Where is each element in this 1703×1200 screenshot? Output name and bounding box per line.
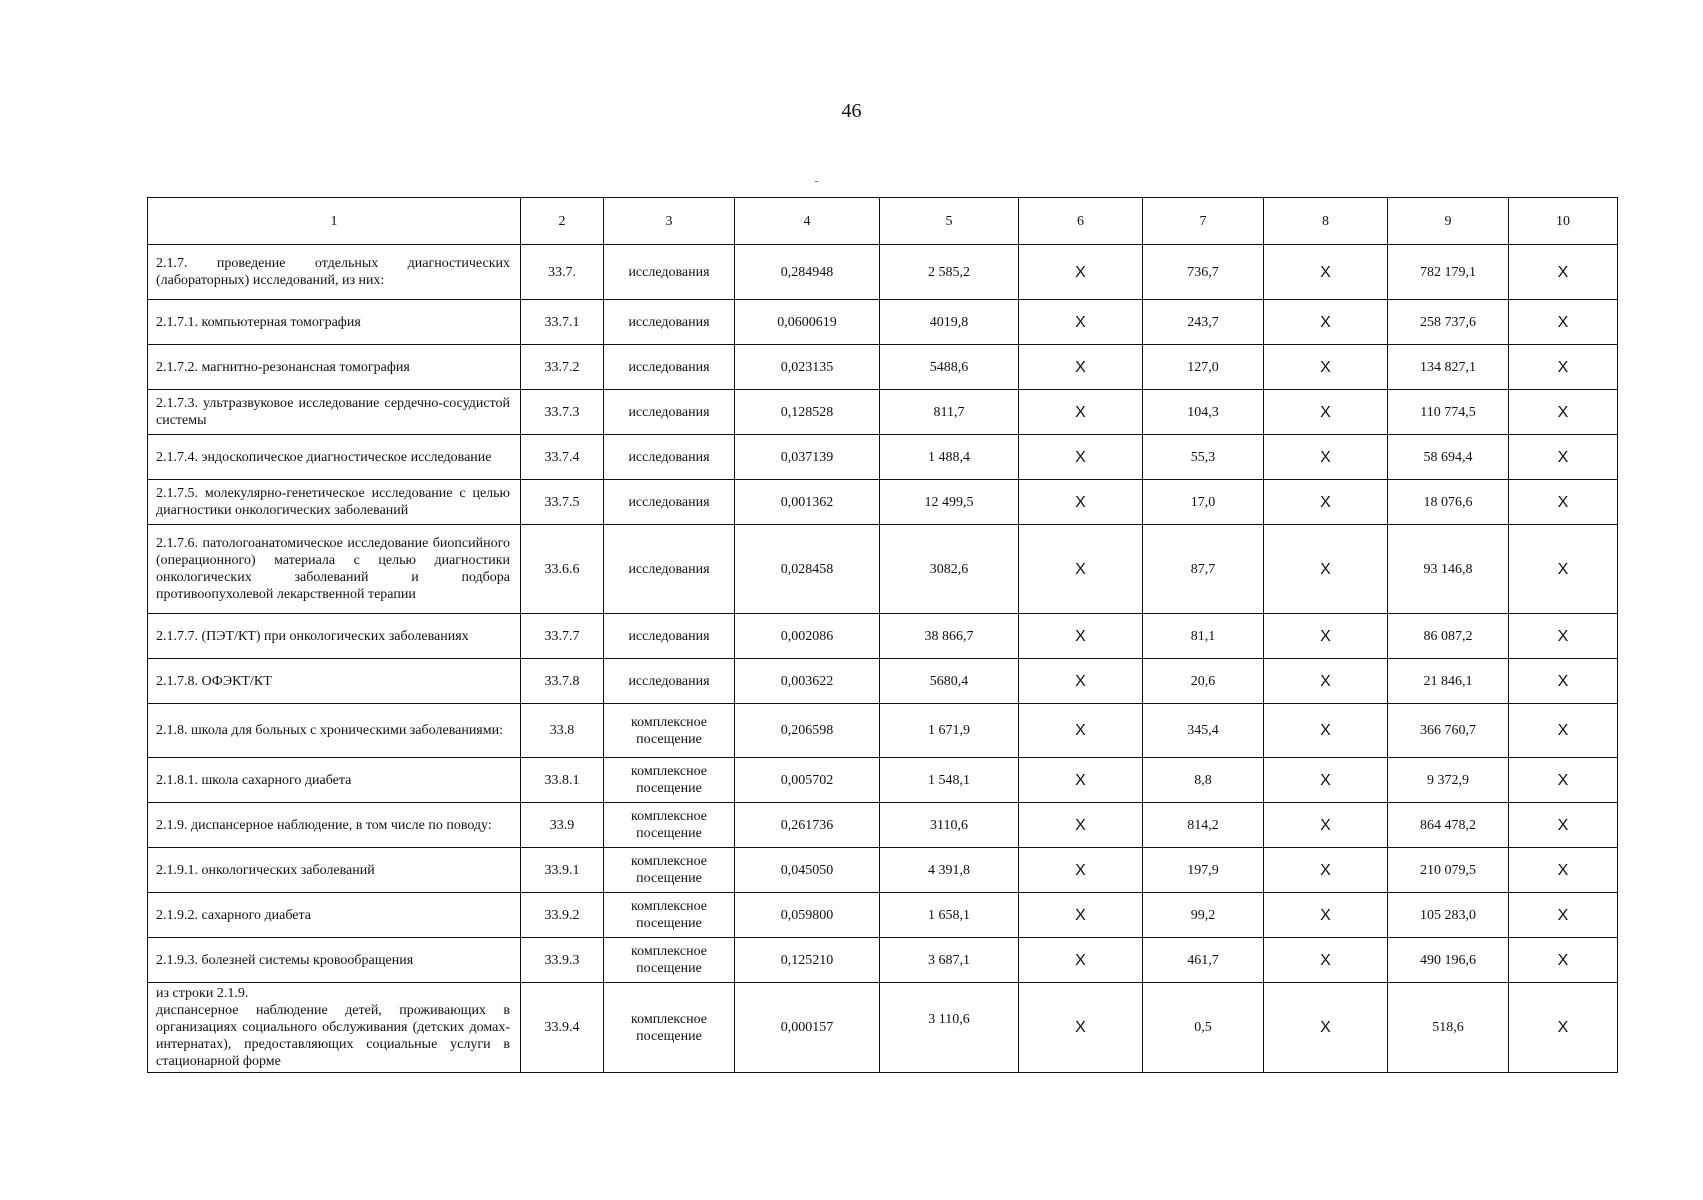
cell-col8: X	[1264, 803, 1388, 848]
cell-col5: 3 110,6	[880, 983, 1019, 1073]
cell-col9: 21 846,1	[1388, 659, 1509, 704]
cell-col5: 1 671,9	[880, 704, 1019, 758]
cell-col6: X	[1019, 803, 1143, 848]
row-code: 33.9.4	[521, 983, 604, 1073]
table-row	[148, 704, 1618, 758]
row-unit: исследования	[604, 245, 735, 300]
cell-col7: 345,4	[1143, 704, 1264, 758]
cell-col4: 0,005702	[735, 758, 880, 803]
cell-col8: X	[1264, 659, 1388, 704]
cell-col7: 81,1	[1143, 614, 1264, 659]
cell-col6: X	[1019, 390, 1143, 435]
cell-col6: X	[1019, 938, 1143, 983]
cell-col7: 127,0	[1143, 345, 1264, 390]
cell-col6: X	[1019, 435, 1143, 480]
column-header: 6	[1019, 198, 1143, 245]
cell-col7: 461,7	[1143, 938, 1264, 983]
cell-col4: 0,001362	[735, 480, 880, 525]
row-code: 33.9.1	[521, 848, 604, 893]
table-row	[148, 245, 1618, 300]
row-code: 33.7.2	[521, 345, 604, 390]
row-unit: комплексное посещение	[604, 848, 735, 893]
cell-col10: X	[1509, 758, 1618, 803]
row-name: 2.1.7.3. ультразвуковое исследование сердечно-сосудистой системы	[148, 390, 521, 435]
row-code: 33.7.4	[521, 435, 604, 480]
row-code: 33.7.1	[521, 300, 604, 345]
row-name-text: диспансерное наблюдение детей, проживающих в организациях социального обслуживания (детских домах-интернатах), предоставляющих социальные услуги в стационарной форме	[156, 1003, 510, 1069]
cell-col10: X	[1509, 848, 1618, 893]
cell-col4: 0,028458	[735, 525, 880, 614]
cell-col5: 811,7	[880, 390, 1019, 435]
row-unit: комплексное посещение	[604, 893, 735, 938]
row-name-prefix: из строки 2.1.9.	[156, 986, 249, 1001]
cell-col7: 243,7	[1143, 300, 1264, 345]
cell-col10: X	[1509, 480, 1618, 525]
row-code: 33.7.7	[521, 614, 604, 659]
column-header: 5	[880, 198, 1019, 245]
cell-col7: 20,6	[1143, 659, 1264, 704]
cell-col8: X	[1264, 758, 1388, 803]
row-unit: исследования	[604, 300, 735, 345]
cell-col5: 3 687,1	[880, 938, 1019, 983]
cell-col10: X	[1509, 300, 1618, 345]
table-row	[148, 525, 1618, 614]
cell-col9: 864 478,2	[1388, 803, 1509, 848]
cell-col10: X	[1509, 704, 1618, 758]
cell-col9: 105 283,0	[1388, 893, 1509, 938]
cell-col10: X	[1509, 525, 1618, 614]
table-row	[148, 983, 1618, 1073]
cell-col7: 55,3	[1143, 435, 1264, 480]
row-name	[148, 983, 521, 1073]
cell-col10: X	[1509, 614, 1618, 659]
page-number: 46	[841, 100, 862, 122]
cell-col7: 17,0	[1143, 480, 1264, 525]
cell-col5: 1 548,1	[880, 758, 1019, 803]
cell-col4: 0,0600619	[735, 300, 880, 345]
cell-col4: 0,128528	[735, 390, 880, 435]
cell-col8: X	[1264, 525, 1388, 614]
cell-col4: 0,045050	[735, 848, 880, 893]
row-name: 2.1.9.1. онкологических заболеваний	[148, 848, 521, 893]
cell-col7: 736,7	[1143, 245, 1264, 300]
column-header: 4	[735, 198, 880, 245]
row-unit: исследования	[604, 435, 735, 480]
cell-col6: X	[1019, 758, 1143, 803]
cell-col10: X	[1509, 803, 1618, 848]
cell-col4: 0,261736	[735, 803, 880, 848]
table-row	[148, 803, 1618, 848]
cell-col9: 518,6	[1388, 983, 1509, 1073]
cell-col5: 5488,6	[880, 345, 1019, 390]
cell-col6: X	[1019, 525, 1143, 614]
cell-col6: X	[1019, 480, 1143, 525]
cell-col8: X	[1264, 983, 1388, 1073]
cell-col4: 0,125210	[735, 938, 880, 983]
cell-col4: 0,003622	[735, 659, 880, 704]
row-code: 33.9.2	[521, 893, 604, 938]
cell-col9: 366 760,7	[1388, 704, 1509, 758]
column-header: 10	[1509, 198, 1618, 245]
row-unit: исследования	[604, 614, 735, 659]
cell-col4: 0,059800	[735, 893, 880, 938]
cell-col5: 12 499,5	[880, 480, 1019, 525]
row-name: 2.1.7.7. (ПЭТ/КТ) при онкологических заболеваниях	[148, 614, 521, 659]
row-unit: исследования	[604, 525, 735, 614]
table-header-row	[148, 198, 1618, 245]
cell-col4: 0,284948	[735, 245, 880, 300]
cell-col8: X	[1264, 435, 1388, 480]
cell-col8: X	[1264, 300, 1388, 345]
row-unit: исследования	[604, 390, 735, 435]
cell-col8: X	[1264, 614, 1388, 659]
row-unit: исследования	[604, 345, 735, 390]
cell-col4: 0,037139	[735, 435, 880, 480]
cell-col8: X	[1264, 245, 1388, 300]
row-unit: комплексное посещение	[604, 983, 735, 1073]
cell-col9: 86 087,2	[1388, 614, 1509, 659]
cell-col10: X	[1509, 938, 1618, 983]
row-name: 2.1.7.2. магнитно-резонансная томография	[148, 345, 521, 390]
column-header: 7	[1143, 198, 1264, 245]
cell-col6: X	[1019, 659, 1143, 704]
column-header: 9	[1388, 198, 1509, 245]
cell-col8: X	[1264, 390, 1388, 435]
row-name: 2.1.9.3. болезней системы кровообращения	[148, 938, 521, 983]
cell-col5: 1 488,4	[880, 435, 1019, 480]
cell-col9: 18 076,6	[1388, 480, 1509, 525]
cell-col6: X	[1019, 245, 1143, 300]
row-name: 2.1.7.6. патологоанатомическое исследование биопсийного (операционного) материала с целью диагностики онкологических заболеваний и подбора противоопухолевой лекарственной терапии	[148, 525, 521, 614]
cell-col6: X	[1019, 893, 1143, 938]
row-unit: исследования	[604, 659, 735, 704]
cell-col10: X	[1509, 893, 1618, 938]
row-unit: исследования	[604, 480, 735, 525]
cell-col4: 0,002086	[735, 614, 880, 659]
row-name: 2.1.8. школа для больных с хроническими заболеваниями:	[148, 704, 521, 758]
table-row	[148, 345, 1618, 390]
cell-col5: 38 866,7	[880, 614, 1019, 659]
cell-col9: 9 372,9	[1388, 758, 1509, 803]
cell-col10: X	[1509, 390, 1618, 435]
cell-col5: 3082,6	[880, 525, 1019, 614]
row-code: 33.9.3	[521, 938, 604, 983]
cell-col9: 490 196,6	[1388, 938, 1509, 983]
cell-col10: X	[1509, 345, 1618, 390]
cell-col4: 0,000157	[735, 983, 880, 1073]
row-code: 33.7.5	[521, 480, 604, 525]
table-row	[148, 893, 1618, 938]
cell-col6: X	[1019, 848, 1143, 893]
row-name: 2.1.7.5. молекулярно-генетическое исследование с целью диагностики онкологических заболеваний	[148, 480, 521, 525]
column-header: 1	[148, 198, 521, 245]
cell-col6: X	[1019, 300, 1143, 345]
row-name: 2.1.9.2. сахарного диабета	[148, 893, 521, 938]
data-table	[147, 197, 1618, 1073]
cell-col9: 782 179,1	[1388, 245, 1509, 300]
cell-col8: X	[1264, 938, 1388, 983]
row-name: 2.1.8.1. школа сахарного диабета	[148, 758, 521, 803]
row-name: 2.1.7.4. эндоскопическое диагностическое исследование	[148, 435, 521, 480]
table-row	[148, 614, 1618, 659]
cell-col7: 0,5	[1143, 983, 1264, 1073]
table-row	[148, 758, 1618, 803]
cell-col5: 2 585,2	[880, 245, 1019, 300]
cell-col7: 99,2	[1143, 893, 1264, 938]
column-header: 8	[1264, 198, 1388, 245]
table-row	[148, 659, 1618, 704]
row-code: 33.8.1	[521, 758, 604, 803]
cell-col10: X	[1509, 983, 1618, 1073]
cell-col6: X	[1019, 983, 1143, 1073]
cell-col8: X	[1264, 704, 1388, 758]
cell-col10: X	[1509, 245, 1618, 300]
column-header: 3	[604, 198, 735, 245]
cell-col4: 0,206598	[735, 704, 880, 758]
row-code: 33.7.3	[521, 390, 604, 435]
cell-col9: 210 079,5	[1388, 848, 1509, 893]
row-name: 2.1.9. диспансерное наблюдение, в том числе по поводу:	[148, 803, 521, 848]
row-code: 33.7.8	[521, 659, 604, 704]
row-code: 33.7.	[521, 245, 604, 300]
cell-col5: 4 391,8	[880, 848, 1019, 893]
cell-col10: X	[1509, 659, 1618, 704]
cell-col9: 93 146,8	[1388, 525, 1509, 614]
cell-col6: X	[1019, 704, 1143, 758]
cell-col5: 5680,4	[880, 659, 1019, 704]
scan-artifact	[815, 181, 818, 182]
row-unit: комплексное посещение	[604, 704, 735, 758]
cell-col8: X	[1264, 345, 1388, 390]
cell-col9: 58 694,4	[1388, 435, 1509, 480]
table-row	[148, 938, 1618, 983]
row-unit: комплексное посещение	[604, 758, 735, 803]
cell-col9: 134 827,1	[1388, 345, 1509, 390]
cell-col8: X	[1264, 848, 1388, 893]
cell-col4: 0,023135	[735, 345, 880, 390]
cell-col5: 4019,8	[880, 300, 1019, 345]
cell-col5: 3110,6	[880, 803, 1019, 848]
cell-col7: 104,3	[1143, 390, 1264, 435]
table-row	[148, 435, 1618, 480]
table-row	[148, 390, 1618, 435]
cell-col7: 87,7	[1143, 525, 1264, 614]
row-unit: комплексное посещение	[604, 938, 735, 983]
table-row	[148, 480, 1618, 525]
column-header: 2	[521, 198, 604, 245]
row-name: 2.1.7.8. ОФЭКТ/КТ	[148, 659, 521, 704]
row-name: 2.1.7.1. компьютерная томография	[148, 300, 521, 345]
cell-col7: 197,9	[1143, 848, 1264, 893]
cell-col9: 110 774,5	[1388, 390, 1509, 435]
row-code: 33.8	[521, 704, 604, 758]
cell-col8: X	[1264, 480, 1388, 525]
cell-col7: 8,8	[1143, 758, 1264, 803]
row-unit: комплексное посещение	[604, 803, 735, 848]
cell-col7: 814,2	[1143, 803, 1264, 848]
table-row	[148, 848, 1618, 893]
table-row	[148, 300, 1618, 345]
row-code: 33.9	[521, 803, 604, 848]
row-name: 2.1.7. проведение отдельных диагностических (лабораторных) исследований, из них:	[148, 245, 521, 300]
cell-col10: X	[1509, 435, 1618, 480]
row-code: 33.6.6	[521, 525, 604, 614]
cell-col6: X	[1019, 345, 1143, 390]
cell-col8: X	[1264, 893, 1388, 938]
cell-col9: 258 737,6	[1388, 300, 1509, 345]
cell-col6: X	[1019, 614, 1143, 659]
cell-col5: 1 658,1	[880, 893, 1019, 938]
